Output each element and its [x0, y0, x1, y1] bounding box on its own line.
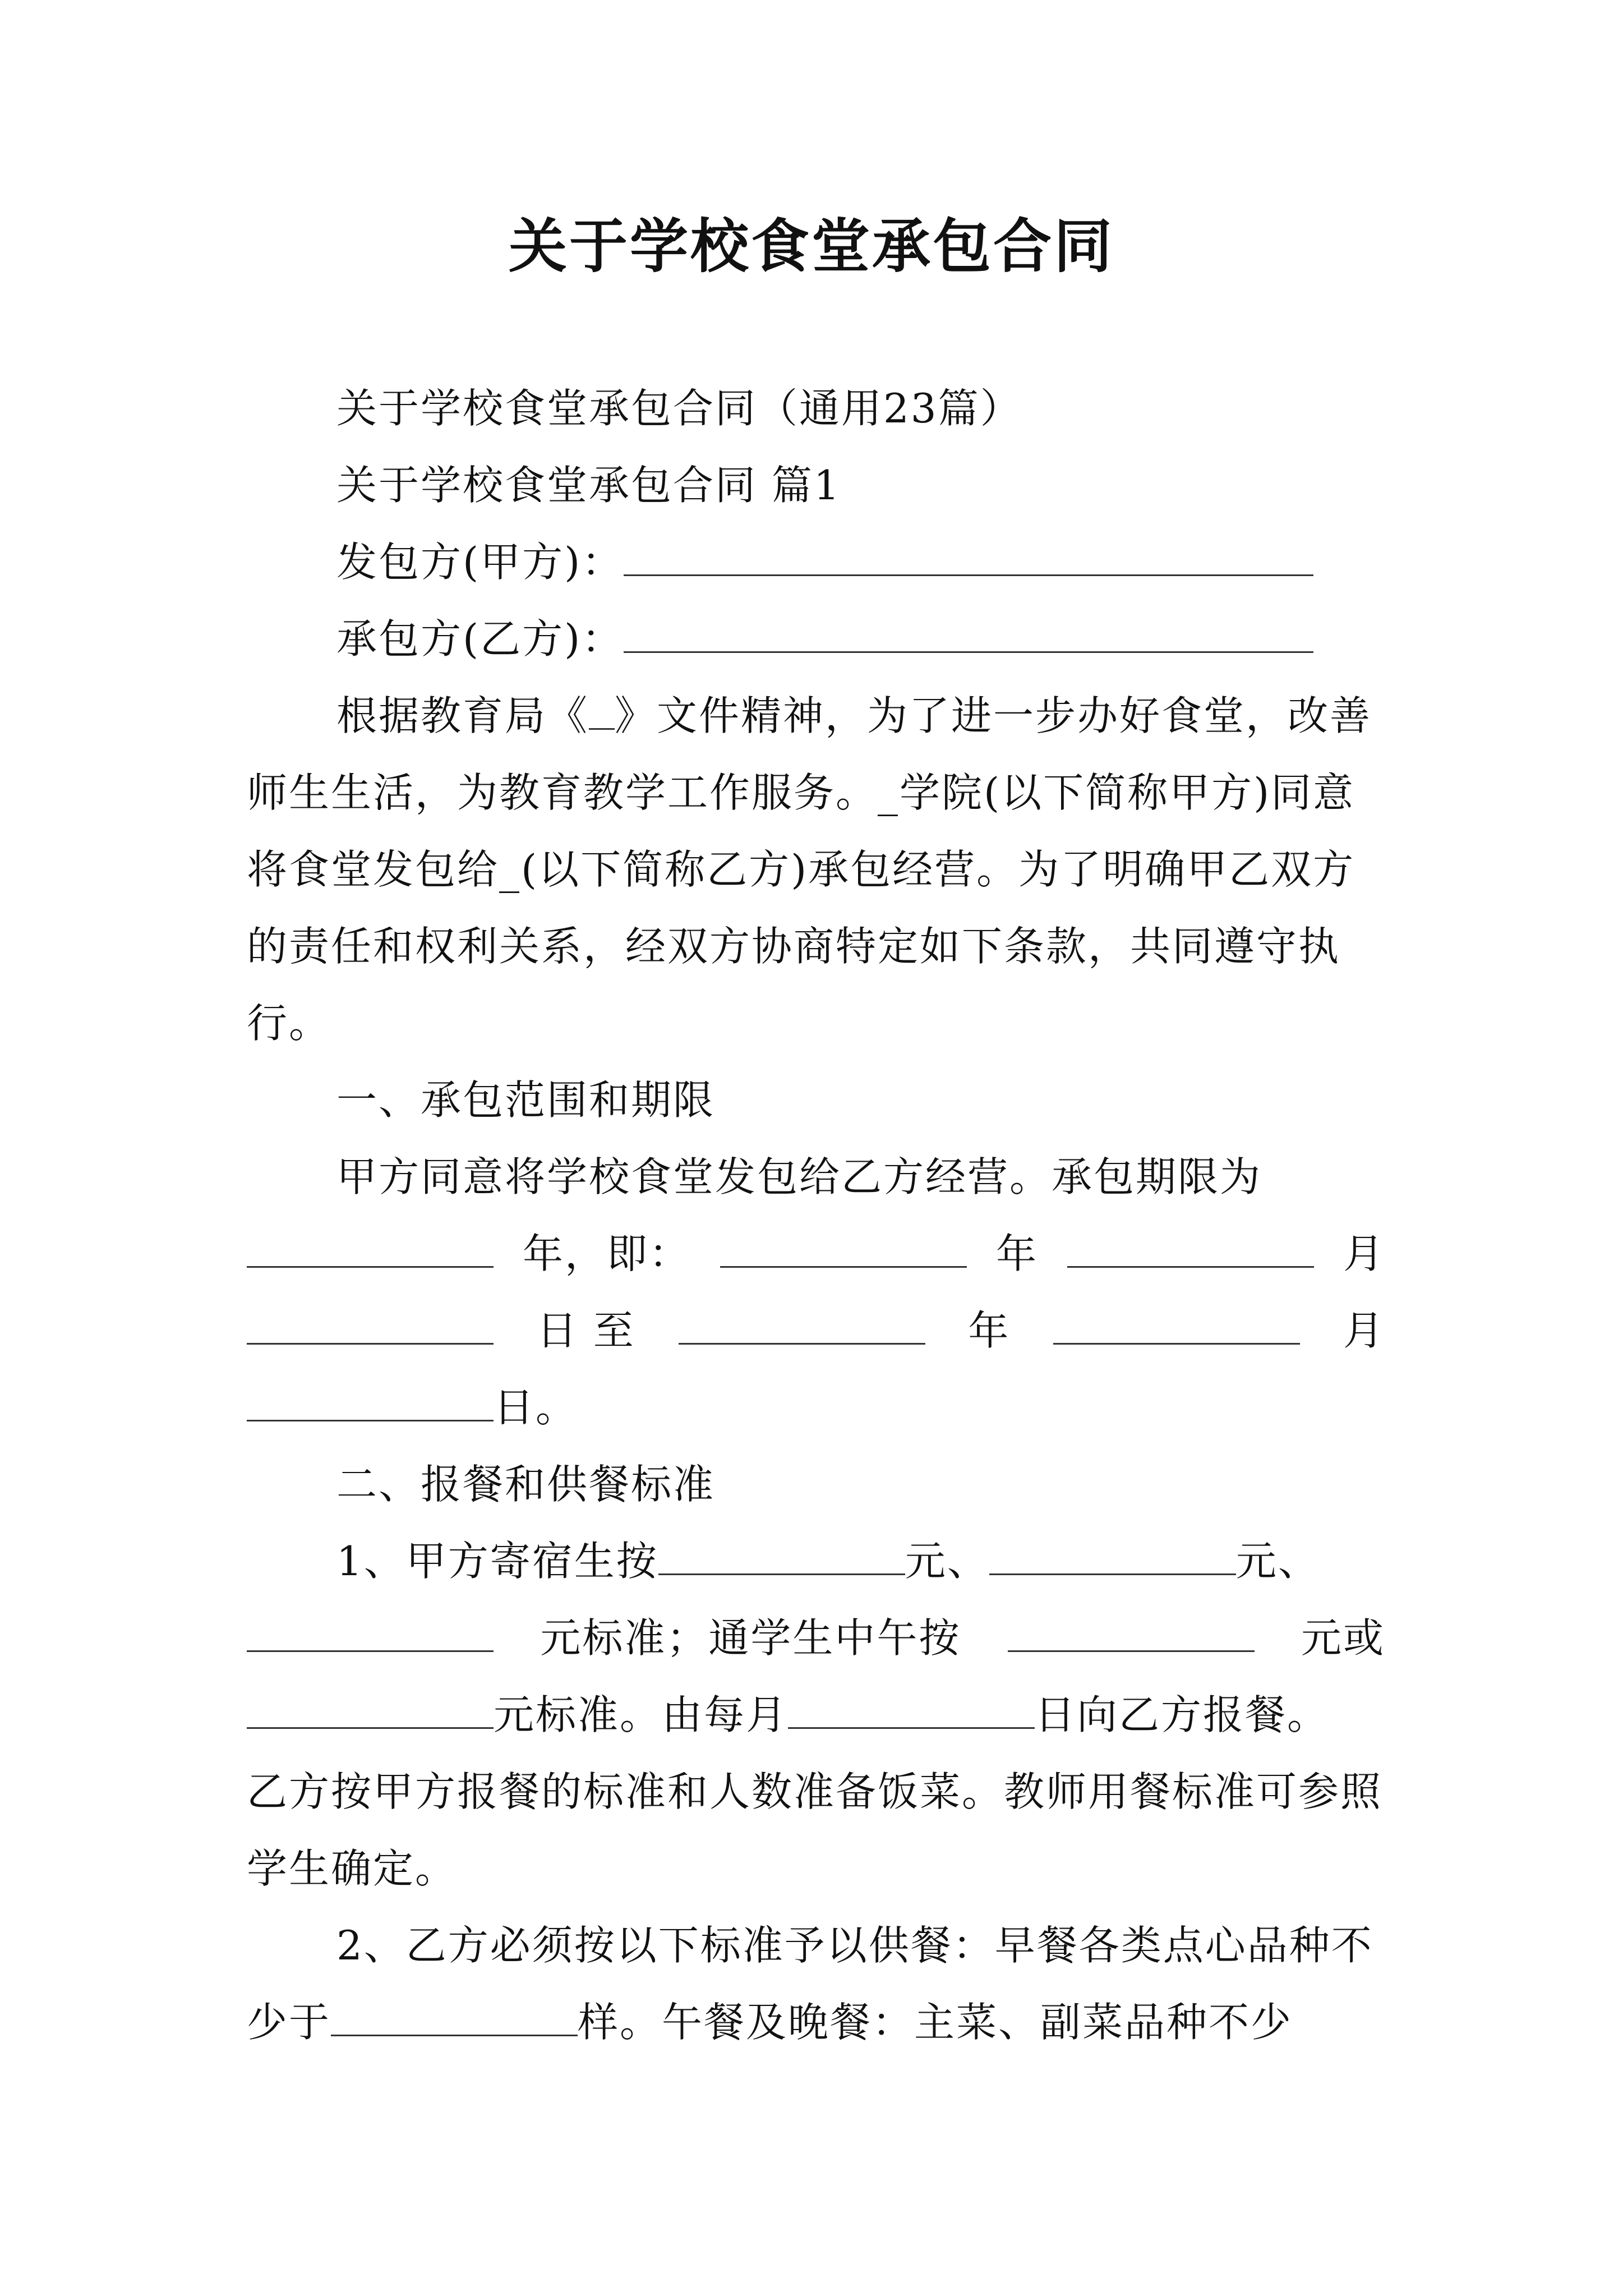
item1-text-g: 日向乙方报餐。	[1035, 1691, 1330, 1738]
item-1-line-4: 乙方按甲方报餐的标准和人数准备饭菜。教师用餐标准可参照学生确定。	[247, 1768, 1383, 1892]
day-to-label: 日 至	[536, 1307, 635, 1354]
boarder-standard-blank-1	[658, 1540, 905, 1575]
item-1-line-1	[247, 1523, 1385, 1600]
item-1-line-2	[247, 1600, 1385, 1677]
report-day-blank	[788, 1694, 1035, 1729]
item1-text-b: 元、	[905, 1538, 989, 1585]
item1-text-c: 元、	[1235, 1538, 1320, 1585]
party-a-label: 发包方(甲方)：	[336, 539, 624, 586]
item-2	[247, 1907, 1385, 2061]
intro-text-b: 》文件精神，为了进一步办好食堂，改善师生生活，为教育教学工作服务。_学院(以下简称甲方)同意将食堂发包给_(以下简称乙方)承包经营。为了明确甲乙双方的责任和权利关系，经双方协商特定如下条款，共同遵守执行。	[247, 692, 1372, 1047]
term-line: 甲方同意将学校食堂发包给乙方经营。承包期限为	[336, 1153, 1262, 1200]
end-month-blank	[1053, 1309, 1300, 1345]
heading-scope-term: 一、承包范围和期限	[336, 1076, 716, 1124]
party-b-blank	[624, 618, 1313, 653]
intro-text-a: 根据教育局《	[336, 692, 589, 739]
start-month-label: 月	[1343, 1230, 1385, 1277]
item1-text-f: 元标准。由每月	[494, 1691, 789, 1738]
heading-meal-standard: 二、报餐和供餐标准	[336, 1461, 716, 1508]
breakfast-variety-blank	[331, 2001, 578, 2036]
party-a-blank	[624, 541, 1313, 576]
paragraph-intro	[247, 678, 1385, 1062]
document-name-blank	[589, 694, 615, 730]
item2-text-b: 样。午餐及晚餐：主菜、副菜品种不少	[578, 1999, 1293, 2046]
item1-text-e: 元或	[1301, 1614, 1385, 1662]
end-day-label: 日。	[494, 1384, 578, 1431]
term-row-2	[247, 1292, 1385, 1369]
day-student-blank-2	[247, 1694, 494, 1729]
end-year-label: 年	[968, 1307, 1011, 1354]
boarder-standard-blank-3	[247, 1617, 494, 1652]
boarder-standard-blank-2	[989, 1540, 1236, 1575]
day-student-blank-1	[1008, 1617, 1255, 1652]
end-month-label: 月	[1343, 1307, 1385, 1354]
start-day-blank	[247, 1309, 494, 1345]
start-month-blank	[1067, 1232, 1314, 1268]
term-row-1	[247, 1216, 1385, 1292]
party-a-line	[247, 524, 1385, 601]
term-row-3	[247, 1369, 1385, 1446]
start-year-blank	[720, 1232, 967, 1268]
party-b-line	[247, 601, 1385, 678]
item2-text-a: 2、乙方必须按以下标准予以供餐：早餐各类点心品种不少于	[247, 1922, 1373, 2046]
end-day-blank	[247, 1386, 494, 1421]
start-year-label: 年	[995, 1230, 1038, 1277]
document-body	[247, 370, 1385, 2061]
document-title: 关于学校食堂承包合同	[508, 211, 1114, 280]
section-heading: 关于学校食堂承包合同 篇1	[336, 462, 841, 509]
term-year-label: 年，即：	[522, 1230, 691, 1277]
party-b-label: 承包方(乙方)：	[336, 615, 624, 662]
term-years-blank	[247, 1232, 494, 1268]
item1-text-a: 1、甲方寄宿生按	[336, 1538, 658, 1585]
item1-text-d: 元标准；通学生中午按	[540, 1614, 961, 1662]
end-year-blank	[679, 1309, 925, 1345]
item-1-line-3	[247, 1677, 1385, 1754]
subtitle: 关于学校食堂承包合同（通用23篇）	[336, 385, 1022, 432]
